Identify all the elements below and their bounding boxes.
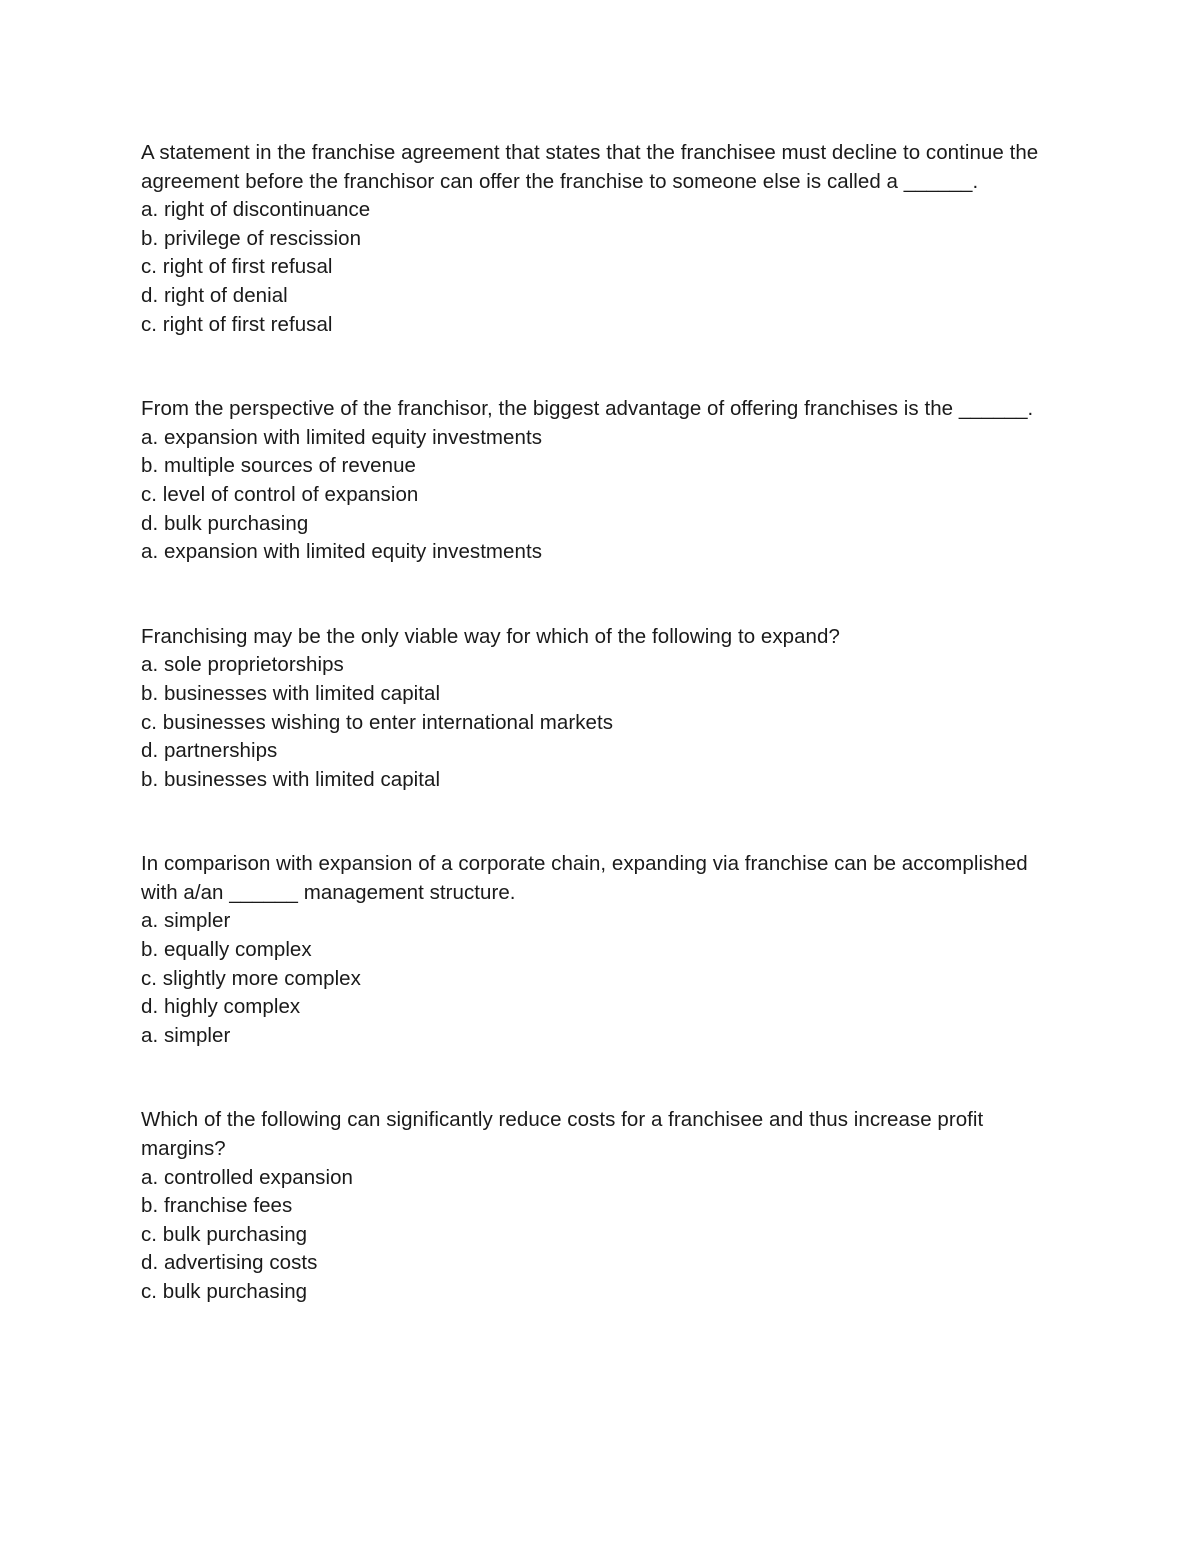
option-b: b. equally complex [141, 938, 312, 962]
question-text: In comparison with expansion of a corporate chain, expanding via franchise can be accomplished with a/an ______ management structure. [141, 852, 1034, 904]
option-d: d. partnerships [141, 739, 278, 763]
option-d: d. bulk purchasing [141, 511, 309, 535]
option-c: c. businesses wishing to enter international markets [141, 710, 614, 734]
question-block [141, 850, 1061, 1050]
question-text: A statement in the franchise agreement that states that the franchisee must decline to continue the agreement before the franchisor can offer the franchise to someone else is called a ______. [141, 141, 1044, 193]
option-d: d. highly complex [141, 995, 301, 1019]
option-d: d. advertising costs [141, 1251, 318, 1275]
question-text: Franchising may be the only viable way for which of the following to expand? [141, 624, 840, 648]
option-b: b. businesses with limited capital [141, 681, 441, 705]
option-a: a. sole proprietorships [141, 653, 344, 677]
question-block [141, 623, 1061, 795]
option-b: b. franchise fees [141, 1194, 293, 1218]
option-a: a. controlled expansion [141, 1165, 353, 1189]
answer-line: a. simpler [141, 1023, 231, 1047]
question-text: From the perspective of the franchisor, the biggest advantage of offering franchises is the ______. [141, 397, 1034, 421]
question-block [141, 139, 1061, 339]
option-a: a. simpler [141, 909, 231, 933]
answer-line: b. businesses with limited capital [141, 767, 441, 791]
document-body [141, 139, 1061, 1307]
option-b: b. privilege of rescission [141, 226, 362, 250]
option-d: d. right of denial [141, 283, 288, 307]
option-b: b. multiple sources of revenue [141, 454, 416, 478]
question-block [141, 395, 1061, 567]
question-block [141, 1106, 1061, 1306]
option-c: c. slightly more complex [141, 966, 361, 990]
answer-line: c. bulk purchasing [141, 1280, 308, 1303]
option-a: a. expansion with limited equity investments [141, 425, 543, 449]
option-c: c. bulk purchasing [141, 1222, 308, 1246]
option-a: a. right of discontinuance [141, 198, 371, 222]
answer-line: a. expansion with limited equity investments [141, 540, 543, 564]
question-text: Which of the following can significantly reduce costs for a franchisee and thus increase profit margins? [141, 1108, 990, 1161]
option-c: c. right of first refusal [141, 255, 333, 279]
option-c: c. level of control of expansion [141, 482, 419, 506]
answer-line: c. right of first refusal [141, 312, 333, 336]
